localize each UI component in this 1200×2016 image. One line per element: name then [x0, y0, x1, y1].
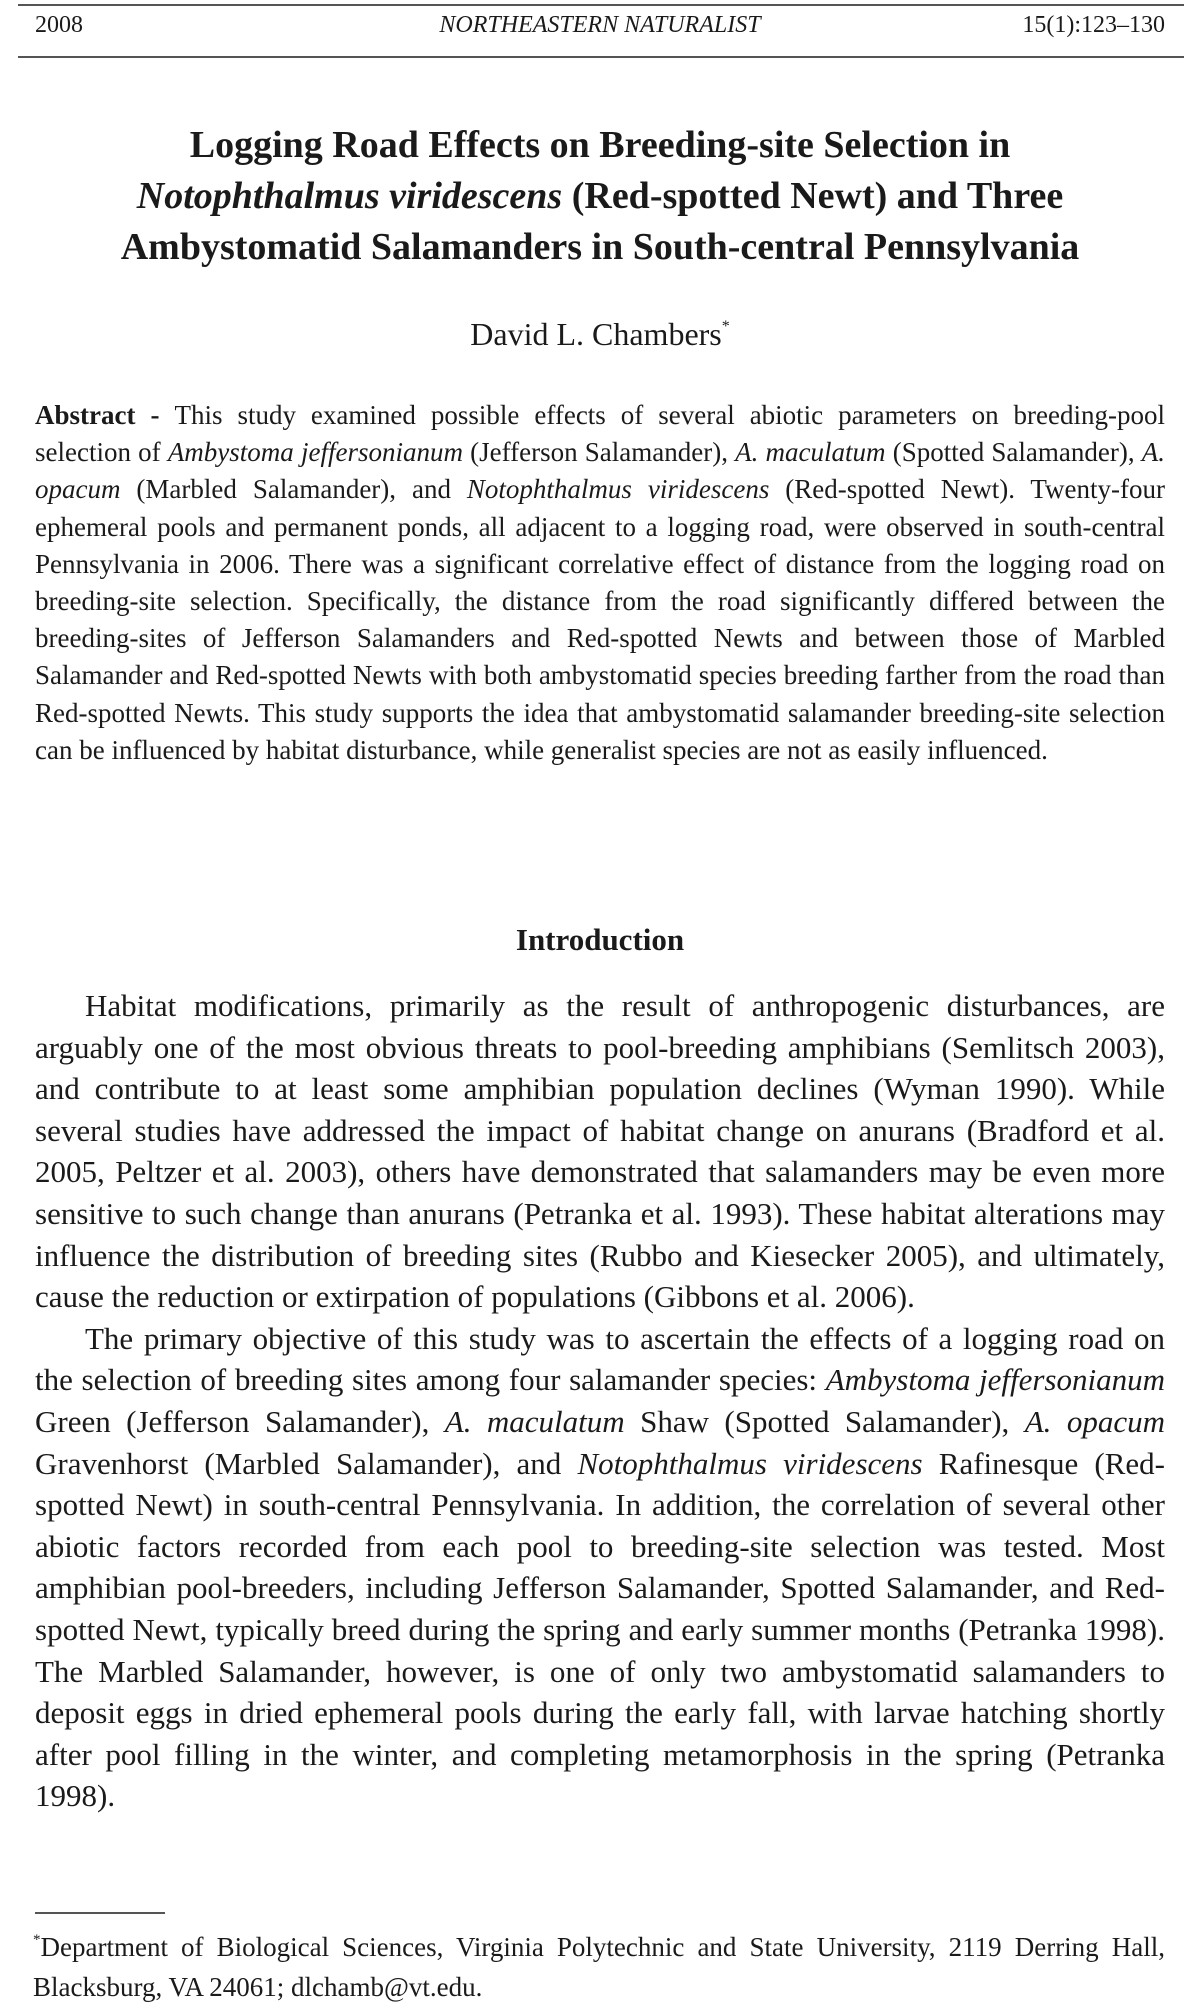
species-name: A. maculatum: [735, 437, 886, 468]
title-line-1: Logging Road Effects on Breeding-site Selection in: [189, 124, 1011, 166]
title-line-3: Ambystomatid Salamanders in South-central Pennsylvania: [120, 226, 1080, 268]
species-name: A. maculatum: [444, 1403, 625, 1439]
abstract-body: This study examined possible effects of several abiotic parameters on breeding-pool selection of Ambystoma jeffersonianum (Jefferson Salamander), A. maculatum (Spotted Salamander), A. opacum (Marbled Salamander), and Notophthalmus viridescens (Red-spotted Newt). Twenty-four ephemeral pools and permanent ponds, all adjacent to a logging road, were observed in south-central Pennsylvania in 2006. There was a significant correlative effect of distance from the logging road on breeding-site selection. Specifically, the distance from the road significantly differed between the breeding-sites of Jefferson Salamanders and Red-spotted Newts and between those of Marbled Salamander and Red-spotted Newts with both ambystomatid species breeding farther from the road than Red-spotted Newts. This study supports the idea that ambystomatid salamander breeding-site selection can be influenced by habitat disturbance, while generalist species are not as easily influenced.: [35, 400, 1166, 765]
footnote-text: Department of Biological Sciences, Virginia Polytechnic and State University, 2119 Derring Hall, Blacksburg, VA 24061; dlchamb@vt.edu.: [33, 1932, 1165, 2002]
species-name: Ambystoma jeffersonianum: [825, 1362, 1165, 1398]
abstract: [35, 397, 1165, 769]
species-name: A. opacum: [1024, 1403, 1165, 1439]
paragraph: The primary objective of this study was to ascertain the effects of a logging road on the selection of breeding sites among four salamander species: Ambystoma jeffersonianum Green (Jefferson Salamander), A. maculatum Shaw (Spotted Salamander), A. opacum Gravenhorst (Marbled Salamander), and Notophthalmus viridescens Rafinesque (Red-spotted Newt) in south-central Pennsylvania. In addition, the correlation of several other abiotic factors recorded from each pool to breeding-site selection was tested. Most amphibian pool-breeders, including Jefferson Salamander, Spotted Salamander, and Red-spotted Newt, typically breed during the spring and early summer months (Petranka 1998). The Marbled Salamander, however, is one of only two ambystomatid salamanders to deposit eggs in dried ephemeral pools during the early fall, with larvae hatching shortly after pool filling in the winter, and completing metamorphosis in the spring (Petranka 1998).: [35, 1320, 1166, 1814]
footnote-marker: *: [33, 1932, 41, 1948]
volume-pages: 15(1):123–130: [1022, 12, 1165, 38]
footnote: [33, 1920, 1165, 2007]
title-line-2-rest: (Red-spotted Newt) and Three: [562, 175, 1064, 217]
author-line: [0, 316, 1200, 353]
running-head: [35, 12, 1165, 44]
header-bottom-rule: [18, 56, 1184, 58]
introduction-body: [35, 985, 1165, 1817]
species-name: Notophthalmus viridescens: [466, 474, 770, 505]
species-name: A. opacum: [35, 437, 1165, 505]
section-heading-introduction: Introduction: [515, 922, 685, 957]
author-footnote-marker: *: [721, 318, 730, 335]
abstract-label: Abstract: [35, 400, 136, 430]
journal-name: NORTHEASTERN NATURALIST: [439, 12, 761, 38]
header-top-rule: [18, 4, 1184, 6]
year: 2008: [35, 12, 83, 38]
species-name: Ambystoma jeffersonianum: [167, 437, 463, 468]
abstract-sep: -: [135, 400, 175, 430]
title-line-2: [20, 171, 1180, 222]
paragraph: Habitat modifications, primarily as the result of anthropogenic disturbances, are arguably one of the most obvious threats to pool-breeding amphibians (Semlitsch 2003), and contribute to at least some amphibian population declines (Wyman 1990). While several studies have addressed the impact of habitat change on anurans (Bradford et al. 2005, Peltzer et al. 2003), others have demonstrated that salamanders may be even more sensitive to such change than anurans (Petranka et al. 1993). These habitat alterations may influence the distribution of breeding sites (Rubbo and Kiesecker 2005), and ultimately, cause the reduction or extirpation of populations (Gibbons et al. 2006).: [35, 988, 1165, 1315]
footnote-rule: [35, 1912, 165, 1914]
title-species: Notophthalmus viridescens: [136, 175, 563, 217]
author-name: David L. Chambers: [470, 316, 722, 352]
species-name: Notophthalmus viridescens: [577, 1445, 923, 1481]
paper-title: [20, 120, 1180, 273]
